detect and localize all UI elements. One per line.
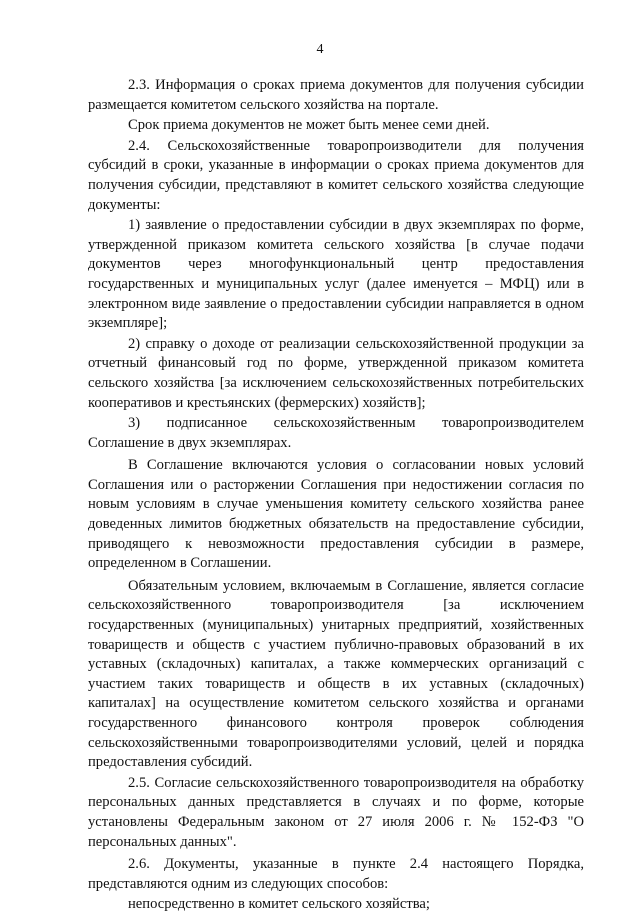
- list-item-income-certificate: 2) справку о доходе от реализации сельскохозяйственной продукции за отчетный финансовый год по форме, утвержденной приказом комитета сельского хозяйства [за исключением сельскохозяйственных потребительских кооперативов и крестьянских (фермерских) хозяйств];: [88, 335, 584, 411]
- paragraph-2-6: 2.6. Документы, указанные в пункте 2.4 настоящего Порядка, представляются одним из следующих способов:: [88, 856, 584, 892]
- paragraph-2-3: 2.3. Информация о сроках приема документов для получения субсидии размещается комитетом сельского хозяйства на портале.: [88, 77, 584, 113]
- page-number: 4: [316, 42, 324, 57]
- list-item-application: 1) заявление о предоставлении субсидии в двух экземплярах по форме, утвержденной приказом комитета сельского хозяйства [в случае подачи документов через многофункциональный центр предоставления государственных и муниципальных услуг (далее именуется – МФЦ) или в электронном виде заявление о предоставлении субсидии направляется в одном экземпляре];: [88, 217, 584, 332]
- paragraph-agreement-terms: В Соглашение включаются условия о согласовании новых условий Соглашения или о расторжении Соглашения при недостижении согласия по новым условиям в случае уменьшения комитету сельского хозяйства ранее доведенных лимитов бюджетных обязательств на предоставление субсидии, приводящего к невозможности предоставления субсидии в размере, определенном в Соглашении.: [88, 457, 584, 572]
- document-body: [88, 76, 584, 915]
- paragraph-deadline: Срок приема документов не может быть менее семи дней.: [128, 117, 490, 134]
- paragraph-submission-method: непосредственно в комитет сельского хозяйства;: [128, 896, 430, 913]
- paragraph-2-4: 2.4. Сельскохозяйственные товаропроизводители для получения субсидий в сроки, указанные в информации о сроках приема документов для получения субсидии, представляют в комитет сельского хозяйства следующие документы:: [88, 137, 584, 213]
- list-item-agreement: 3) подписанное сельскохозяйственным товаропроизводителем Соглашение в двух экземплярах.: [88, 415, 584, 451]
- paragraph-2-5: 2.5. Согласие сельскохозяйственного товаропроизводителя на обработку персональных данных представляется в случаях и по форме, которые установлены Федеральным законом от 27 июля 2006 г. № 152-ФЗ "О персональных данных".: [88, 774, 584, 850]
- paragraph-mandatory-condition: Обязательным условием, включаемым в Соглашение, является согласие сельскохозяйственного товаропроизводителя [за исключением государственных (муниципальных) унитарных предприятий, хозяйственных товариществ и обществ с участием публично-правовых образований в их уставных (складочных) капиталах, а также коммерческих организаций с участием таких товариществ и обществ в их уставных (складочных) капиталах] на осуществление комитетом сельского хозяйства и органами государственного финансового контроля проверок соблюдения сельскохозяйственными товаропроизводителями условий, целей и порядка предоставления субсидий.: [88, 577, 584, 771]
